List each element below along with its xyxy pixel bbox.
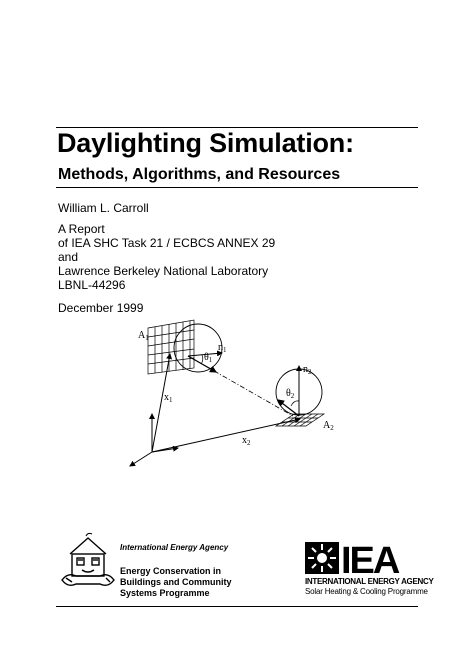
- vector-x2: [152, 419, 300, 452]
- page-subtitle: Methods, Algorithms, and Resources: [58, 166, 341, 183]
- label-a1: $A_1$: [138, 330, 149, 342]
- iea-logo: [305, 540, 415, 576]
- view-factor-diagram: [118, 316, 358, 476]
- iea-logo-text: IEA: [341, 540, 399, 576]
- ecbcs-line-1: Energy Conservation in: [120, 566, 222, 576]
- label-x1: $x_1$: [164, 392, 173, 404]
- sunburst-icon: [305, 542, 339, 574]
- hemisphere-1: [174, 324, 222, 372]
- ecbcs-house-logo: [58, 532, 116, 590]
- surface-a2: [276, 414, 324, 426]
- label-n1: $n_1$: [218, 342, 227, 354]
- report-line-2: of IEA SHC Task 21 / ECBCS ANNEX 29: [58, 236, 276, 250]
- author: William L. Carroll: [58, 201, 149, 215]
- ecbcs-programme-name: [120, 566, 232, 599]
- label-theta2: $\theta_2$: [286, 388, 295, 400]
- report-line-4: Lawrence Berkeley National Laboratory: [58, 264, 269, 278]
- ecbcs-line-2: Buildings and Community: [120, 577, 232, 587]
- label-theta1: $\theta_1$: [204, 352, 213, 364]
- iea-caption-agency: INTERNATIONAL ENERGY AGENCY: [305, 577, 434, 586]
- label-n2: $n_2$: [303, 364, 312, 376]
- iea-agency-label: International Energy Agency: [120, 543, 229, 552]
- report-line-5: LBNL-44296: [58, 278, 126, 292]
- ray-2: [278, 400, 299, 416]
- page-title: Daylighting Simulation:: [57, 128, 354, 158]
- report-date: December 1999: [58, 301, 144, 315]
- iea-caption-programme: Solar Heating & Cooling Programme: [305, 587, 428, 596]
- surface-a1: [148, 320, 194, 374]
- label-a2: $A_2$: [323, 420, 334, 432]
- subtitle-rule: [56, 187, 418, 188]
- ecbcs-line-3: Systems Programme: [120, 588, 210, 598]
- report-line-3: and: [58, 250, 79, 264]
- label-x2: $x_2$: [242, 435, 251, 447]
- footer-rule: [56, 606, 418, 607]
- report-line-1: A Report: [58, 222, 105, 236]
